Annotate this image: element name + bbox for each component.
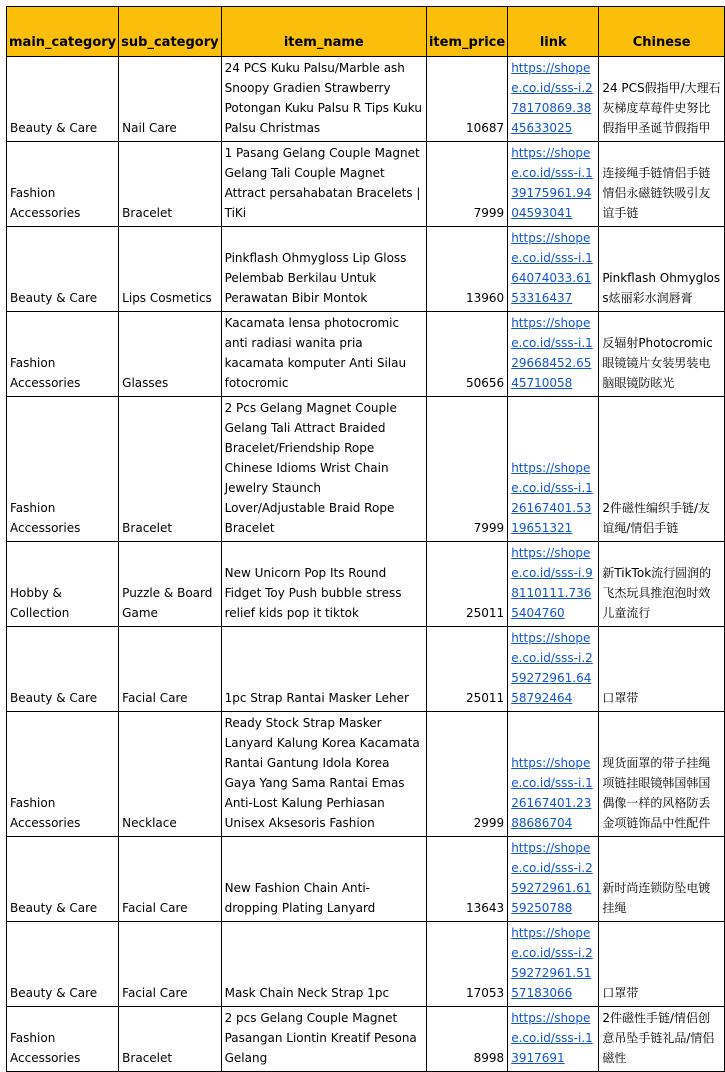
- cell-item-name[interactable]: 1pc Strap Rantai Masker Leher: [221, 627, 426, 712]
- cell-item-price[interactable]: 25011: [426, 627, 507, 712]
- cell-item-price[interactable]: 25011: [426, 542, 507, 627]
- cell-sub-category[interactable]: Necklace: [119, 712, 221, 837]
- cell-item-price[interactable]: 17053: [426, 922, 507, 1007]
- cell-link[interactable]: https://shopee.co.id/sss-i.259272961.6458792464: [508, 627, 599, 712]
- cell-chinese[interactable]: 24 PCS假指甲/大理石灰梯度草莓件史努比假指甲圣诞节假指甲: [599, 57, 725, 142]
- cell-link[interactable]: https://shopee.co.id/sss-i.126167401.5319651321: [508, 397, 599, 542]
- header-item-name[interactable]: item_name: [221, 7, 426, 57]
- table-row: [7, 57, 725, 142]
- cell-sub-category[interactable]: Bracelet: [119, 397, 221, 542]
- table-row: [7, 837, 725, 922]
- header-chinese[interactable]: Chinese: [599, 7, 725, 57]
- cell-item-name[interactable]: Pinkflash Ohmygloss Lip Gloss Pelembab Berkilau Untuk Perawatan Bibir Montok: [221, 227, 426, 312]
- table-row: [7, 627, 725, 712]
- cell-main-category[interactable]: Beauty & Care: [7, 922, 119, 1007]
- cell-sub-category[interactable]: Nail Care: [119, 57, 221, 142]
- cell-item-price[interactable]: 7999: [426, 142, 507, 227]
- cell-main-category[interactable]: Beauty & Care: [7, 627, 119, 712]
- cell-main-category[interactable]: Fashion Accessories: [7, 712, 119, 837]
- cell-chinese[interactable]: 新时尚连锁防坠电镀挂绳: [599, 837, 725, 922]
- cell-item-price[interactable]: 10687: [426, 57, 507, 142]
- header-row: [7, 7, 725, 57]
- cell-main-category[interactable]: Fashion Accessories: [7, 397, 119, 542]
- cell-link[interactable]: https://shopee.co.id/sss-i.126167401.2388686704: [508, 712, 599, 837]
- table-row: [7, 142, 725, 227]
- cell-link[interactable]: https://shopee.co.id/sss-i.164074033.6153316437: [508, 227, 599, 312]
- cell-link[interactable]: https://shopee.co.id/sss-i.259272961.5157183066: [508, 922, 599, 1007]
- cell-chinese[interactable]: 新TikTok流行圆润的飞杰玩具推泡泡时效儿童流行: [599, 542, 725, 627]
- cell-main-category[interactable]: Fashion Accessories: [7, 1007, 119, 1072]
- cell-item-price[interactable]: 13960: [426, 227, 507, 312]
- cell-item-price[interactable]: 8998: [426, 1007, 507, 1072]
- cell-item-name[interactable]: 24 PCS Kuku Palsu/Marble ash Snoopy Gradien Strawberry Potongan Kuku Palsu R Tips Kuku Palsu Christmas: [221, 57, 426, 142]
- table-row: [7, 397, 725, 542]
- header-sub-category[interactable]: sub_category: [119, 7, 221, 57]
- cell-item-price[interactable]: 7999: [426, 397, 507, 542]
- table-row: [7, 542, 725, 627]
- cell-link[interactable]: https://shopee.co.id/sss-i.98110111.7365404760: [508, 542, 599, 627]
- cell-item-price[interactable]: 50656: [426, 312, 507, 397]
- table-row: [7, 712, 725, 837]
- spreadsheet-table: [6, 6, 725, 1072]
- cell-main-category[interactable]: Hobby & Collection: [7, 542, 119, 627]
- cell-chinese[interactable]: 口罩带: [599, 627, 725, 712]
- cell-sub-category[interactable]: Facial Care: [119, 837, 221, 922]
- cell-main-category[interactable]: Beauty & Care: [7, 227, 119, 312]
- cell-item-name[interactable]: Mask Chain Neck Strap 1pc: [221, 922, 426, 1007]
- cell-item-price[interactable]: 2999: [426, 712, 507, 837]
- cell-link[interactable]: https://shopee.co.id/sss-i.129668452.6545710058: [508, 312, 599, 397]
- cell-main-category[interactable]: Fashion Accessories: [7, 312, 119, 397]
- cell-link[interactable]: https://shopee.co.id/sss-i.259272961.6159250788: [508, 837, 599, 922]
- cell-chinese[interactable]: 反辐射Photocromic眼镜镜片女装男装电脑眼镜防眩光: [599, 312, 725, 397]
- cell-item-name[interactable]: Ready Stock Strap Masker Lanyard Kalung Korea Kacamata Rantai Gantung Idola Korea Gaya Yang Sama Rantai Emas Anti-Lost Kalung Perhiasan Unisex Aksesoris Fashion: [221, 712, 426, 837]
- cell-sub-category[interactable]: Bracelet: [119, 1007, 221, 1072]
- cell-link[interactable]: https://shopee.co.id/sss-i.13917691: [508, 1007, 599, 1072]
- cell-sub-category[interactable]: Bracelet: [119, 142, 221, 227]
- header-item-price[interactable]: item_price: [426, 7, 507, 57]
- cell-sub-category[interactable]: Lips Cosmetics: [119, 227, 221, 312]
- cell-chinese[interactable]: 2件磁性手链/情侣创意吊坠手链礼品/情侣磁性: [599, 1007, 725, 1072]
- header-link[interactable]: link: [508, 7, 599, 57]
- cell-main-category[interactable]: Fashion Accessories: [7, 142, 119, 227]
- table-row: [7, 922, 725, 1007]
- cell-sub-category[interactable]: Facial Care: [119, 627, 221, 712]
- cell-item-name[interactable]: New Unicorn Pop Its Round Fidget Toy Push bubble stress relief kids pop it tiktok: [221, 542, 426, 627]
- cell-item-name[interactable]: 2 Pcs Gelang Magnet Couple Gelang Tali Attract Braided Bracelet/Friendship Rope Chinese Idioms Wrist Chain Jewelry Staunch Lover/Adjustable Braid Rope Bracelet: [221, 397, 426, 542]
- table-row: [7, 312, 725, 397]
- cell-item-name[interactable]: Kacamata lensa photocromic anti radiasi wanita pria kacamata komputer Anti Silau fotocromic: [221, 312, 426, 397]
- cell-main-category[interactable]: Beauty & Care: [7, 837, 119, 922]
- cell-item-name[interactable]: New Fashion Chain Anti-dropping Plating Lanyard: [221, 837, 426, 922]
- cell-chinese[interactable]: Pinkflash Ohmygloss炫丽彩水润唇膏: [599, 227, 725, 312]
- header-main-category[interactable]: main_category: [7, 7, 119, 57]
- cell-link[interactable]: https://shopee.co.id/sss-i.139175961.9404593041: [508, 142, 599, 227]
- cell-sub-category[interactable]: Puzzle & Board Game: [119, 542, 221, 627]
- cell-item-name[interactable]: 1 Pasang Gelang Couple Magnet Gelang Tali Couple Magnet Attract persahabatan Bracelets | TiKi: [221, 142, 426, 227]
- cell-chinese[interactable]: 2件磁性编织手链/友谊绳/情侣手链: [599, 397, 725, 542]
- cell-chinese[interactable]: 现货面罩的带子挂绳项链挂眼镜韩国韩国偶像一样的风格防丢金项链饰品中性配件: [599, 712, 725, 837]
- cell-item-price[interactable]: 13643: [426, 837, 507, 922]
- cell-main-category[interactable]: Beauty & Care: [7, 57, 119, 142]
- cell-sub-category[interactable]: Glasses: [119, 312, 221, 397]
- cell-sub-category[interactable]: Facial Care: [119, 922, 221, 1007]
- cell-link[interactable]: https://shopee.co.id/sss-i.278170869.3845633025: [508, 57, 599, 142]
- table-row: [7, 1007, 725, 1072]
- cell-chinese[interactable]: 口罩带: [599, 922, 725, 1007]
- table-row: [7, 227, 725, 312]
- cell-chinese[interactable]: 连接绳手链情侣手链情侣永磁链铁吸引友谊手链: [599, 142, 725, 227]
- cell-item-name[interactable]: 2 pcs Gelang Couple Magnet Pasangan Liontin Kreatif Pesona Gelang: [221, 1007, 426, 1072]
